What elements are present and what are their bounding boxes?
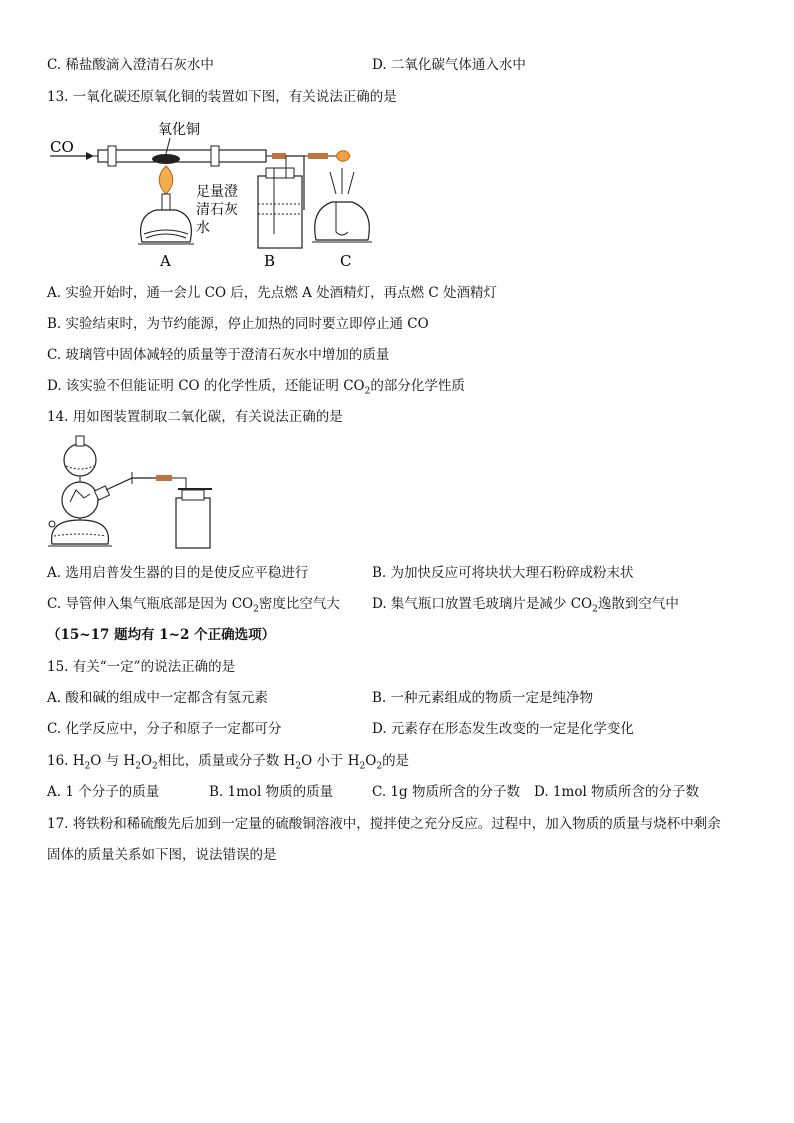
- q14-option-d: D. 集气瓶口放置毛玻璃片是减少 $CO_2$逸散到空气中: [372, 596, 679, 615]
- q13-stem: 13. 一氧化碳还原氧化铜的装置如下图，有关说法正确的是: [47, 89, 397, 105]
- lime-label-3: 水: [196, 220, 210, 236]
- q16-stem: 16. $H_2O$ 与 $H_2O_2$相比，质量或分子数 $H_2O$ 小于 $H_2O_2$的是: [47, 753, 410, 772]
- kipp-apparatus-figure: [46, 432, 216, 556]
- q16-option-d: D. 1mol 物质所含的分子数: [534, 784, 700, 800]
- q13-option-d: D. 该实验不但能证明 CO 的化学性质，还能证明 $CO_2$的部分化学性质: [47, 378, 465, 397]
- q13-option-b: B. 实验结束时，为节约能源，停止加热的同时要立即停止通 CO: [47, 316, 429, 332]
- q15-option-b: B. 一种元素组成的物质一定是纯净物: [372, 690, 594, 706]
- q15-option-d: D. 元素存在形态发生改变的一定是化学变化: [372, 721, 634, 737]
- q14-stem: 14. 用如图装置制取二氧化碳，有关说法正确的是: [47, 409, 343, 425]
- q15-option-c: C. 化学反应中，分子和原子一定都可分: [47, 721, 282, 737]
- section-heading: （15~17 题均有 1~2 个正确选项）: [47, 627, 276, 643]
- q15-stem: 15. 有关“一定”的说法正确的是: [47, 659, 236, 675]
- q14-option-a: A. 选用启普发生器的目的是使反应平稳进行: [47, 565, 309, 581]
- label-b: B: [264, 252, 276, 270]
- q14-option-c: C. 导管伸入集气瓶底部是因为 $CO_2$密度比空气大: [47, 596, 340, 615]
- q15-option-a: A. 酸和碱的组成中一定都含有氢元素: [47, 690, 268, 706]
- q12-option-d: D. 二氧化碳气体通入水中: [372, 57, 526, 73]
- q13-option-c: C. 玻璃管中固体减轻的质量等于澄清石灰水中增加的质量: [47, 347, 390, 363]
- lime-label-2: 清石灰: [196, 202, 238, 218]
- q14-option-b: B. 为加快反应可将块状大理石粉碎成粉末状: [372, 565, 634, 581]
- q13-option-a: A. 实验开始时，通一会儿 CO 后，先点燃 A 处酒精灯，再点燃 C 处酒精灯: [47, 285, 498, 301]
- q16-option-a: A. 1 个分子的质量: [47, 784, 160, 800]
- lime-label-1: 足量澄: [196, 184, 238, 200]
- q17-stem-line2: 固体的质量关系如下图，说法错误的是: [47, 847, 277, 863]
- q17-stem-line1: 17. 将铁粉和稀硫酸先后加到一定量的硫酸铜溶液中，搅拌使之充分反应。过程中，加入物质的质量与烧杯中剩余: [47, 816, 721, 832]
- co-label: CO: [50, 138, 74, 156]
- co-reduction-apparatus-figure: [46, 114, 376, 274]
- cuo-label: 氧化铜: [158, 122, 200, 138]
- label-c: C: [340, 252, 352, 270]
- label-a: A: [160, 252, 171, 270]
- q12-option-c: C. 稀盐酸滴入澄清石灰水中: [47, 57, 214, 73]
- q16-option-b: B. 1mol 物质的质量: [209, 784, 334, 800]
- q16-option-c: C. 1g 物质所含的分子数: [372, 784, 520, 800]
